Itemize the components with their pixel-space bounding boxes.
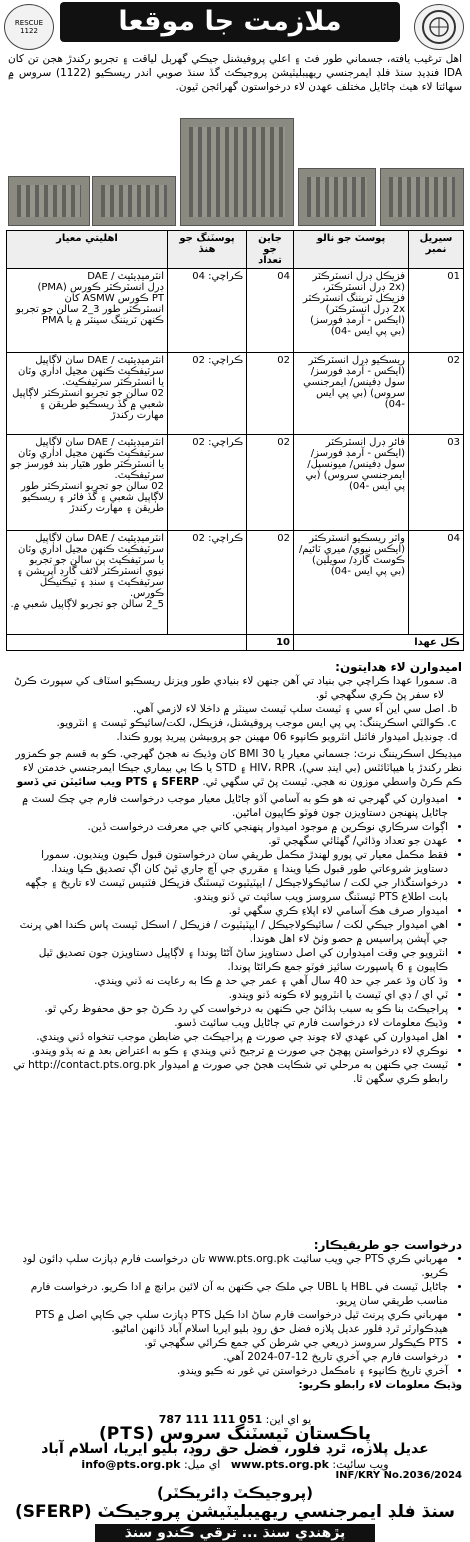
uan-label: يو اي اين: <box>265 1413 312 1426</box>
list-item: • مهرباني ڪري پرنٽ ٿيل درخواست فارم ساڻ ادا ڪيل PTS ڊپازٽ سلپ جي ڪاپي اصل ۾ PTS هيڊڪوارٽر ٿرڊ فلور عديل پلازه فضل حق روڊ بليو ايريا اسلام آباد ڏانهن اماڻيو. <box>8 1308 448 1336</box>
cell-location: ڪراچي: 04 <box>168 269 247 353</box>
sindh-govt-seal-icon <box>414 4 464 50</box>
criteria-item: انٽرميڊيئيٽ / DAE <box>87 271 164 282</box>
list-item: • ٽيسٽ جي ڪنهن به مرحلي تي شڪايت هجڻ جي صورت ۾ اميدوار http://contact.pts.org.pk تي رابطو ڪري سگهن ٿا. <box>8 1058 448 1086</box>
list-item: c. ڪوالٽي اسڪريننگ: پي پي ايس موجب پروفيشنل، فزيڪل، لکت/سائيڪو ٽيسٽ ۽ انٽرويو. <box>8 716 444 730</box>
list-item: • فقط مڪمل معيار تي پورو لهندڙ مڪمل طريقي سان درخواستون قبول ڪيون وينديون. سمورا دستاويز شروعاتي طور قبول ڪيا ويندا ۽ مقرري جي آڇ جاري ٿيڻ کان اڳ تصديق ڪيا ويندا. <box>8 848 448 876</box>
photo-parade <box>180 118 294 226</box>
apply-list <box>8 1252 462 1378</box>
email-label: اي ميل: <box>183 1458 221 1471</box>
cell-count: 02 <box>247 531 294 635</box>
slogan-banner: پڙهندي سنڌ ... ترقي ڪندو سنڌ <box>95 1524 376 1542</box>
cell-serial: 02 <box>409 353 464 435</box>
table-row <box>7 531 464 635</box>
photo-rescue-team <box>92 176 176 226</box>
table-row <box>7 353 464 435</box>
criteria-item: 02 سالن جو تجربو انسٽرڪٽر لاڳاپيل شعبي ۾ گڏ ريسڪيو طريقن ۽ مهارت رکندڙ <box>12 388 164 421</box>
cell-post: واٽر ريسڪيو انسٽرڪٽر (ايڪس نيوي/ ميري ٽائيم/ ڪوسٽ گارڊ/ سويلين) (بي پي ايس -04) <box>294 531 409 635</box>
cell-serial: 01 <box>409 269 464 353</box>
criteria-item: انٽرميڊيئيٽ / DAE سان لاڳاپيل سرٽيفڪيٽ ڪنهن مڃيل اداري وٽان يا انسٽرڪٽر طور هٿيار بند فورسز جو سرٽيفڪيٽ. <box>10 437 164 481</box>
list-item: • PTS ڪيڪولر سروسز ذريعي جي شرطن کي جمع ڪرائي سگهجي ٿو. <box>8 1336 448 1350</box>
list-item: • ڄاڻايل ٽيسٽ في HBL يا UBL جي ملڪ جي ڪنهن به آن لائين برانچ ۾ ادا ڪريو. درخواست فارم مناسب طريقي سان ڀريو. <box>8 1280 448 1308</box>
instructions-section <box>8 660 462 1086</box>
intro-paragraph: اهل ترغيب يافته، جسماني طور فٽ ۽ اعلي پروفيشنل جيڪي گهربل لياقت ۽ تجربو رکندڙ هجن تن کان IDA فنڊيڊ سنڌ فلڊ ايمرجنسي ريهيبليٽيشن پروجيڪٽ گڏ سنڌ صوبي اندر ريسڪيو (1122) سروس ۾ سهائتا لاء هيٺ ڄاڻايل مختلف عهدن لاء درخواستون گهرائجن ٿيون. <box>8 53 463 93</box>
list-item: • درخواستگذار جي لکت / سائيڪولاجيڪل / ايپٽيٽيوٽ ٽيسٽنگ فزيڪل فٽنيس ٽيسٽ لاء تاريخ ۽ جڳهه بابت اطلاع PTS ٽيسٽنگ سروسز ويب سائيٽ تي ڏنو ويندو. <box>8 876 448 904</box>
page-title: ملازمت جا موقعا <box>60 2 400 42</box>
cell-count: 02 <box>247 353 294 435</box>
list-item: • اهي اميدوار جيڪي لکت / سائيڪولاجيڪل / ايپٽيٽيوٽ / فزيڪل / اسڪل ٽيسٽ پاس ڪندا اهي پرنٽ جي آپشن پراسيس ۾ حصو وٺڻ لاء اهل هوندا. <box>8 918 448 946</box>
web-label: ويب سائيٽ: <box>332 1458 389 1471</box>
pts-address: عديل پلازه، ٿرڊ فلور، فضل حق روڊ، بليو ايريا، اسلام آباد <box>41 1441 429 1457</box>
medical-paragraph <box>8 747 462 789</box>
instructions-list-b <box>8 792 462 1086</box>
more-info-label: وڌيڪ معلومات لاء رابطو ڪريو: <box>298 1379 462 1391</box>
list-item: • مهرباني ڪري PTS جي ويب سائيٽ www.pts.org.pk تان درخواست فارم ڊپازٽ سلپ ڊائون لوڊ ڪريو. <box>8 1252 448 1280</box>
photo-march <box>380 168 464 226</box>
photo-motorbike <box>298 168 376 226</box>
total-empty <box>7 635 247 651</box>
list-item: • اميدوار صرف هڪ آسامي لاء اپلاءِ ڪري سگهي ٿو. <box>8 904 448 918</box>
medical-text: ميڊيڪل اسڪريننگ نرٽ: جسماني معيار يا 30 BMI کان وڌيڪ نه هجڻ گهرجي. ڪو به قسم جو ڪمزور نظر رکندڙ يا هيپاٽائٽس (بي اينڊ سي)، HIV، RPR ۽ STD يا ڪا ٻي بيماري جيڪا ايمرجنسي خدمتن لاء ڪم ڪرڻ واسطي موزون نه هجي. ٽيسٽ پڻ ٿي سگهي ٿي. <box>15 748 462 788</box>
criteria-item: ڊرل انسٽرڪٽر ڪورس (PMA) <box>37 282 164 293</box>
ad-reference: INF/KRY No.2036/2024 <box>335 1470 462 1481</box>
col-post: پوسٽ جو نالو <box>294 231 409 269</box>
list-item: • انٽرويو جي وقت اميدوارن کي اصل دستاويز ساڻ آڻڻا پوندا ۽ لاڳاپيل دستاويزن جون تصديق ٿيل ڪاپيون ۽ 6 پاسپورٽ سائيز فوٽو جمع ڪرائڻا پوندا. <box>8 946 448 974</box>
cell-location: ڪراچي: 02 <box>168 353 247 435</box>
total-label: ڪل عهدا <box>294 635 464 651</box>
criteria-item: انٽرميڊيئيٽ / DAE سان لاڳاپيل سرٽيفڪيٽ ڪنهن مڃيل اداري وٽان يا انسٽرڪٽر سرٽيفڪيٽ. <box>18 355 164 388</box>
col-serial: سيريل نمبر <box>409 231 464 269</box>
table-total-row <box>7 635 464 651</box>
cell-criteria <box>7 353 168 435</box>
col-count: جاين جو تعداد <box>247 231 294 269</box>
table-row <box>7 435 464 531</box>
cell-location: ڪراچي: 02 <box>168 531 247 635</box>
apply-section <box>8 1238 462 1392</box>
criteria-item: 5_2 سالن جو تجربو لاڳاپيل شعبي ۾. <box>10 599 164 610</box>
cell-post: فائر ڊرل انسٽرڪٽر (ايڪس - آرمڊ فورسز/ سول ڊفينس/ ميونسپل/ ايمرجنسي سروس) (بي پي ايس -04) <box>294 435 409 531</box>
cell-serial: 03 <box>409 435 464 531</box>
col-criteria: اهليتي معيار <box>7 231 168 269</box>
apply-heading: درخواست جو طريقيڪار: <box>313 1238 462 1252</box>
list-item: • وڌيڪ معلومات لاء درخواست فارم تي ڄاڻايل ويب سائيٽ ڏسو. <box>8 1016 448 1030</box>
instructions-heading: اميدوارن لاء هدايتون: <box>335 660 462 674</box>
list-item: • وڌ کان وڌ عمر جي حد 40 سال آهي ۽ عمر جي حد ۾ ڪا به رعايت نه ڏني ويندي. <box>8 974 448 988</box>
cell-criteria <box>7 531 168 635</box>
cell-location: ڪراچي: 02 <box>168 435 247 531</box>
cell-criteria <box>7 435 168 531</box>
list-item: • اهل اميدوارن کي عهدي لاء چونڊ جي صورت ۾ پراجيڪٽ جي ضابطن موجب تنخواه ڏني ويندي. <box>8 1030 448 1044</box>
cell-criteria <box>7 269 168 353</box>
project-name: سنڌ فلڊ ايمرجنسي ريهيبليٽيشن پروجيڪٽ (SFERP) <box>15 1502 455 1522</box>
uan-number[interactable]: 051 111 111 787 <box>158 1413 263 1426</box>
list-item: • درخواست فارم جي آخري تاريخ 12-07-2024 آهي. <box>8 1350 448 1364</box>
list-item: • اڳواٽ سرڪاري نوڪرين ۾ موجود اميدوار پنهنجي کاتي جي معرفت درخواست ڏين. <box>8 820 448 834</box>
list-item: • پراجيڪٽ بنا ڪو به سبب ٻڌائڻ جي ڪنهن به درخواست کي رد ڪرڻ جو حق محفوظ رکي ٿو. <box>8 1002 448 1016</box>
medical-link[interactable]: SFERP ۽ PTS ويب سائيٽن تي ڏسو <box>16 776 199 788</box>
pts-org-name: پاڪستان ٽيسٽنگ سروس (PTS) <box>99 1424 371 1444</box>
cell-post: ريسڪيو ڊرل انسٽرڪٽر (ايڪس - آرمڊ فورسز/ سول ڊفينس/ ايمرجنسي سروس) (بي پي ايس -04) <box>294 353 409 435</box>
email-link[interactable]: info@pts.org.pk <box>81 1458 181 1471</box>
list-item: a. سمورا عهدا ڪراچي جي بنياد تي آهن جنهن لاء بنيادي طور ويزنل ريسڪيو اسٽاف کي سپورٽ ڪرڻ لاء سفر پڻ ڪري سگهجي ٿو. <box>8 674 444 702</box>
table-header-row <box>7 231 464 269</box>
list-item: d. چونڊيل اميدوار فائنل انٽرويو ڪانپوء 06 مهينن جو پروبيشن پيريڊ پورو ڪندا. <box>8 730 444 744</box>
rescue-1122-logo <box>4 4 54 50</box>
cell-serial: 04 <box>409 531 464 635</box>
list-item: • ٽي اي / ڊي اي ٽيسٽ يا انٽرويو لاء ڪونه ڏنو ويندو. <box>8 988 448 1002</box>
web-link[interactable]: www.pts.org.pk <box>230 1458 329 1471</box>
logo-left-text: RESCUE 1122 <box>14 19 44 35</box>
photo-drill-team <box>8 176 90 226</box>
header <box>0 0 470 50</box>
cell-post: فزيڪل ڊرل انسٽرڪٽر (2x ڊرل انسٽرڪٽر، فزيڪل ٽريننگ انسٽرڪٽر 2x ڊرل انسٽرڪٽر) (ايڪس - آرمڊ فورسز) (بي پي ايس -04) <box>294 269 409 353</box>
criteria-item: PT ڪورس ASMW کان <box>64 293 164 304</box>
instructions-list-a <box>8 674 462 744</box>
photo-strip <box>8 118 462 226</box>
cell-count: 04 <box>247 269 294 353</box>
list-item: • نوڪري لاء درخواستن پهچڻ جي صورت ۾ ترجيح ڏني ويندي ۽ ڪو به اعتراض بعد ۾ نه ٻڌو ويندو. <box>8 1044 448 1058</box>
total-value: 10 <box>247 635 294 651</box>
footer <box>8 1484 462 1542</box>
posts-table <box>6 230 464 651</box>
criteria-item: 02 سالن جو تجربو انسٽرڪٽر طور لاڳاپيل شعبي ۽ گڏ فائر ۽ ريسڪيو طريقن ۽ مهارت رکندڙ <box>21 481 164 514</box>
cell-count: 02 <box>247 435 294 531</box>
list-item: b. اصل سي اين آء سي ۽ ٽيسٽ سلپ ٽيسٽ سينٽر ۾ داخلا لاء لازمي آهي. <box>8 702 444 716</box>
list-item: • آخري تاريخ ڪانپوء ۽ نامڪمل درخواستن تي غور نه ڪيو ويندو. <box>8 1364 448 1378</box>
list-item: • عهدن جو تعداد وڌائي/ گهٽائي سگهجي ٿو. <box>8 834 448 848</box>
contact-block <box>8 1412 462 1472</box>
list-item: • اميدوارن کي گهرجي ته هو ڪو به آسامي آڏو ڄاڻايل معيار موجب درخواست فارم جي چڪ لسٽ ۾ ڄاڻايل پنهنجن دستاويزن جون فوٽو ڪاپيون اماڻين. <box>8 792 448 820</box>
criteria-item: انسٽرڪٽر طور 3_2 سالن جو تجربو ڪنهن ٽريننگ سينٽر ۾ يا PMA <box>16 304 164 326</box>
col-location: پوسٽنگ جو هنڌ <box>168 231 247 269</box>
table-row <box>7 269 464 353</box>
criteria-item: انٽرميڊيئيٽ / DAE سان لاڳاپيل سرٽيفڪيٽ ڪنهن مڃيل اداري وٽان يا سرٽيفڪيٽ ٻن سالن جو تجربو نيوي انسٽرڪٽر لائف گارڊ آپريشن ۽ سرٽيفڪيٽ ۽ سنڊ ۽ ٽيڪنيڪل ڪورس. <box>16 533 164 599</box>
project-director: (پروجيڪٽ ڊائريڪٽر) <box>156 1484 314 1502</box>
